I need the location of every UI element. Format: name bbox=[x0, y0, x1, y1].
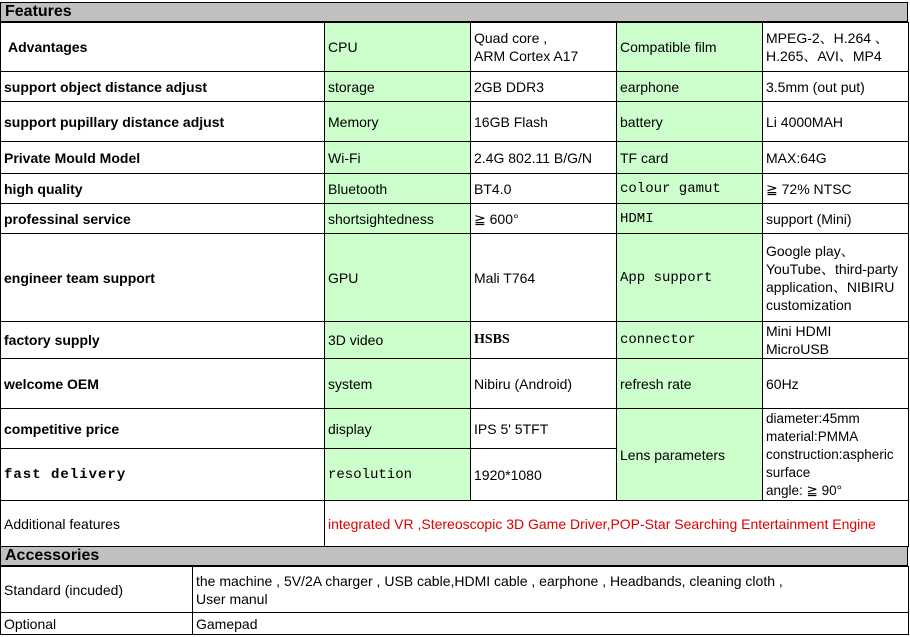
spec-value: MPEG-2、H.264 、 H.265、AVI、MP4 bbox=[763, 23, 909, 72]
spec-label: TF card bbox=[617, 142, 763, 174]
spec-label: display bbox=[325, 409, 471, 449]
spec-label: Bluetooth bbox=[325, 174, 471, 204]
spec-value: Mali T764 bbox=[471, 234, 617, 322]
spec-label: Compatible film bbox=[617, 23, 763, 72]
accessory-label: Standard (incuded) bbox=[1, 567, 193, 613]
spec-label: Memory bbox=[325, 102, 471, 142]
feature-cell: professinal service bbox=[1, 204, 325, 234]
feature-cell: engineer team support bbox=[1, 234, 325, 322]
spec-value: 16GB Flash bbox=[471, 102, 617, 142]
accessory-label: Optional bbox=[1, 613, 193, 635]
feature-cell: factory supply bbox=[1, 322, 325, 359]
table-row bbox=[1, 102, 909, 142]
table-row bbox=[1, 23, 909, 72]
table-row bbox=[1, 142, 909, 174]
accessories-section-header: Accessories bbox=[0, 546, 908, 566]
spec-label: storage bbox=[325, 72, 471, 102]
spec-label: system bbox=[325, 359, 471, 409]
feature-cell: Private Mould Model bbox=[1, 142, 325, 174]
spec-label: shortsightedness bbox=[325, 204, 471, 234]
table-row bbox=[1, 234, 909, 322]
spec-value: BT4.0 bbox=[471, 174, 617, 204]
spec-label: Wi-Fi bbox=[325, 142, 471, 174]
table-row bbox=[1, 204, 909, 234]
spec-label: resolution bbox=[325, 449, 471, 501]
table-row bbox=[1, 567, 909, 613]
additional-features-label: Additional features bbox=[1, 501, 325, 547]
spec-value: HSBS bbox=[471, 322, 617, 359]
spec-value: IPS 5' 5TFT bbox=[471, 409, 617, 449]
spec-value: Google play、 YouTube、third-party application、NIBIRU customization bbox=[763, 234, 909, 322]
table-row bbox=[1, 501, 909, 547]
spec-value: 3.5mm (out put) bbox=[763, 72, 909, 102]
spec-label: earphone bbox=[617, 72, 763, 102]
spec-value: ≧ 72% NTSC bbox=[763, 174, 909, 204]
spec-value: 60Hz bbox=[763, 359, 909, 409]
accessories-table bbox=[0, 566, 909, 635]
table-row bbox=[1, 613, 909, 635]
spec-label: HDMI bbox=[617, 204, 763, 234]
accessory-value: Gamepad bbox=[193, 613, 909, 635]
spec-value: Nibiru (Android) bbox=[471, 359, 617, 409]
spec-value: Mini HDMI MicroUSB bbox=[763, 322, 909, 359]
spec-value: ≧ 600° bbox=[471, 204, 617, 234]
feature-cell: support object distance adjust bbox=[1, 72, 325, 102]
feature-cell: competitive price bbox=[1, 409, 325, 449]
spec-value: MAX:64G bbox=[763, 142, 909, 174]
spec-label: connector bbox=[617, 322, 763, 359]
spec-label: Lens parameters bbox=[617, 409, 763, 501]
feature-cell: Advantages bbox=[1, 23, 325, 72]
spec-label: battery bbox=[617, 102, 763, 142]
spec-value: 2GB DDR3 bbox=[471, 72, 617, 102]
feature-cell: welcome OEM bbox=[1, 359, 325, 409]
spec-label: colour gamut bbox=[617, 174, 763, 204]
feature-cell: high quality bbox=[1, 174, 325, 204]
spec-label: refresh rate bbox=[617, 359, 763, 409]
spec-label: GPU bbox=[325, 234, 471, 322]
feature-cell: support pupillary distance adjust bbox=[1, 102, 325, 142]
table-row bbox=[1, 409, 909, 449]
feature-cell: fast delivery bbox=[1, 449, 325, 501]
spec-value: Quad core , ARM Cortex A17 bbox=[471, 23, 617, 72]
table-row bbox=[1, 359, 909, 409]
spec-value: 1920*1080 bbox=[471, 449, 617, 501]
spec-value: diameter:45mm material:PMMA construction:aspheric surface angle: ≧ 90° bbox=[763, 409, 909, 501]
table-row bbox=[1, 322, 909, 359]
additional-features-value: integrated VR ,Stereoscopic 3D Game Driver,POP-Star Searching Entertainment Engine bbox=[325, 501, 909, 547]
spec-value: 2.4G 802.11 B/G/N bbox=[471, 142, 617, 174]
features-table bbox=[0, 22, 909, 547]
spec-label: CPU bbox=[325, 23, 471, 72]
table-row bbox=[1, 174, 909, 204]
spec-value: Li 4000MAH bbox=[763, 102, 909, 142]
table-row bbox=[1, 72, 909, 102]
spec-value: support (Mini) bbox=[763, 204, 909, 234]
accessory-value: the machine , 5V/2A charger , USB cable,HDMI cable , earphone , Headbands, cleaning cloth , User manul bbox=[193, 567, 909, 613]
features-section-header: Features bbox=[0, 2, 908, 22]
spec-label: 3D video bbox=[325, 322, 471, 359]
spec-label: App support bbox=[617, 234, 763, 322]
